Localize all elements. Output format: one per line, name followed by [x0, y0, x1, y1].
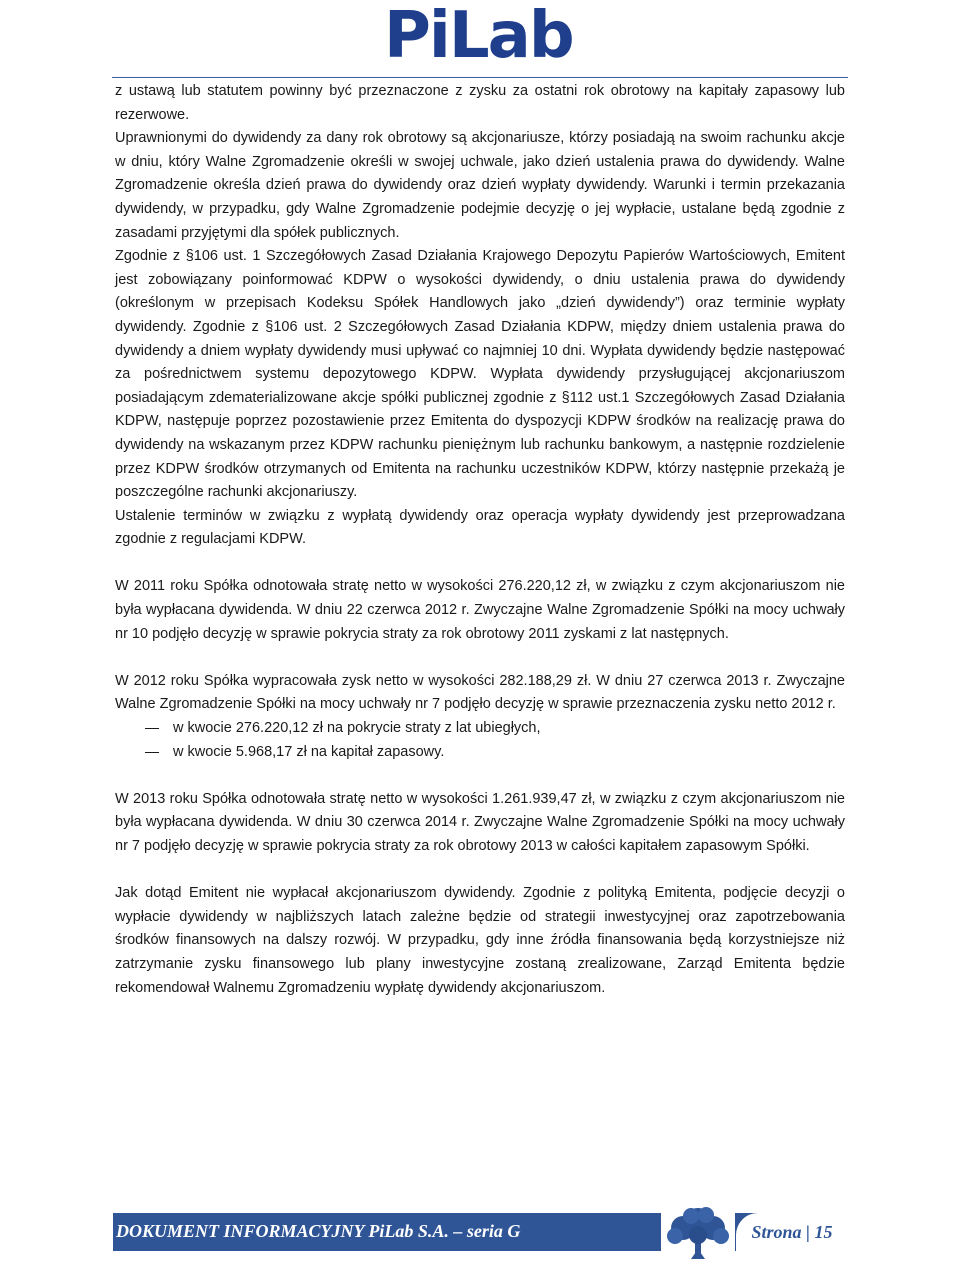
dash-bullet-icon: [145, 728, 159, 729]
list-item: [115, 741, 845, 765]
paragraph-kdpw-rules: Zgodnie z §106 ust. 1 Szczegółowych Zasad Działania Krajowego Depozytu Papierów Wartościowych, Emitent jest zobowiązany poinformować KDPW o wysokości dywidendy, o dniu ustalenia prawa do dywidendy (określonym w przepisach Kodeksu Spółek Handlowych jako „dzień dywidendy”) oraz terminie wypłaty dywidendy. Zgodnie z §106 ust. 2 Szczegółowych Zasad Działania KDPW, między dniem ustalenia prawa do dywidendy a dniem wypłaty dywidendy musi upływać co najmniej 10 dni. Wypłata dywidendy będzie następować za pośrednictwem systemu depozytowego KDPW. Wypłata dywidendy przysługującej akcjonariuszom posiadającym zdematerializowane akcje spółki publicznej zgodnie z §112 ust.1 Szczegółowych Zasad Działania KDPW, następuje poprzez pozostawienie przez Emitenta do dyspozycji KDPW środków na realizację prawa do dywidendy na wskazanym przez KDPW rachunku pieniężnym lub rachunku bankowym, a następnie rozdzielenie przez KDPW środków otrzymanych od Emitenta na rachunku uczestników KDPW, którzy następnie przekażą je poszczególne rachunki akcjonariuszy.: [115, 248, 845, 501]
list-item: [115, 717, 845, 741]
paragraph-2011-result: W 2011 roku Spółka odnotowała stratę netto w wysokości 276.220,12 zł, w związku z czym akcjonariuszom nie była wypłacana dywidenda. W dniu 22 czerwca 2012 r. Zwyczajne Walne Zgromadzenie Spółki na mocy uchwały nr 10 podjęło decyzję w sprawie pokrycia straty za rok obrotowy 2011 zyskami z lat następnych.: [115, 578, 845, 642]
profit-allocation-list: [115, 717, 845, 764]
paragraph-2012-result: W 2012 roku Spółka wypracowała zysk netto w wysokości 282.188,29 zł. W dniu 27 czerwca 2013 r. Zwyczajne Walne Zgromadzenie Spółki na mocy uchwały nr 7 podjęło decyzję w sprawie przeznaczenia zysku netto 2012 r.: [115, 672, 845, 713]
header-divider: [112, 77, 848, 78]
page-number: Strona | 15: [736, 1213, 848, 1251]
document-body: [115, 80, 845, 1000]
tree-icon: [661, 1203, 735, 1261]
paragraph-2013-result: W 2013 roku Spółka odnotowała stratę netto w wysokości 1.261.939,47 zł, w związku z czym akcjonariuszom nie była wypłacana dywidenda. W dniu 30 czerwca 2014 r. Zwyczajne Walne Zgromadzenie Spółki na mocy uchwały nr 7 podjęło decyzję w sprawie pokrycia straty za rok obrotowy 2013 w całości kapitałem zapasowym Spółki.: [115, 790, 845, 854]
list-item-text: w kwocie 5.968,17 zł na kapitał zapasowy.: [173, 743, 445, 760]
company-logo: PiLab: [384, 0, 573, 73]
footer-document-title: DOKUMENT INFORMACYJNY PiLab S.A. – seria G: [116, 1221, 521, 1241]
footer-bar: [113, 1213, 848, 1251]
paragraph-spacer: [115, 646, 845, 670]
paragraph-reserve-capital: z ustawą lub statutem powinny być przeznaczone z zysku za ostatni rok obrotowy na kapitały zapasowy lub rezerwowe.: [115, 83, 845, 123]
list-item-text: w kwocie 276.220,12 zł na pokrycie straty z lat ubiegłych,: [173, 720, 541, 737]
paragraph-spacer: [115, 552, 845, 576]
paragraph-payout-terms: Ustalenie terminów w związku z wypłatą dywidendy oraz operacja wypłaty dywidendy jest przeprowadzana zgodnie z regulacjami KDPW.: [115, 507, 845, 548]
paragraph-dividend-policy: Jak dotąd Emitent nie wypłacał akcjonariuszom dywidendy. Zgodnie z polityką Emitenta, podjęcie decyzji o wypłacie dywidendy w najbliższych latach zależne będzie od strategii inwestycyjnej oraz zapotrzebowania środków finansowych na dalszy rozwój. W przypadku, gdy inne źródła finansowania będą korzystniejsze niż zatrzymanie zysku finansowego lub plany inwestycyjne zostaną zrealizowane, Zarząd Emitenta będzie rekomendował Walnemu Zgromadzeniu wypłatę dywidendy akcjonariuszom.: [115, 885, 845, 996]
tree-icon-graphic: [661, 1203, 735, 1261]
paragraph-entitled-shareholders: Uprawnionymi do dywidendy za dany rok obrotowy są akcjonariusze, którzy posiadają na swoim rachunku akcje w dniu, który Walne Zgromadzenie określi w swojej uchwale, jako dzień ustalenia prawa do dywidendy. Walne Zgromadzenie określa dzień prawa do dywidendy oraz dzień wypłaty dywidendy. Warunki i termin przekazania dywidendy, w przypadku, gdy Walne Zgromadzenie podejmie decyzję o jej wypłacie, ustalane będą zgodnie z zasadami przyjętymi dla spółek publicznych.: [115, 130, 845, 241]
dash-bullet-icon: [145, 752, 159, 753]
paragraph-spacer: [115, 859, 845, 883]
paragraph-spacer: [115, 764, 845, 788]
